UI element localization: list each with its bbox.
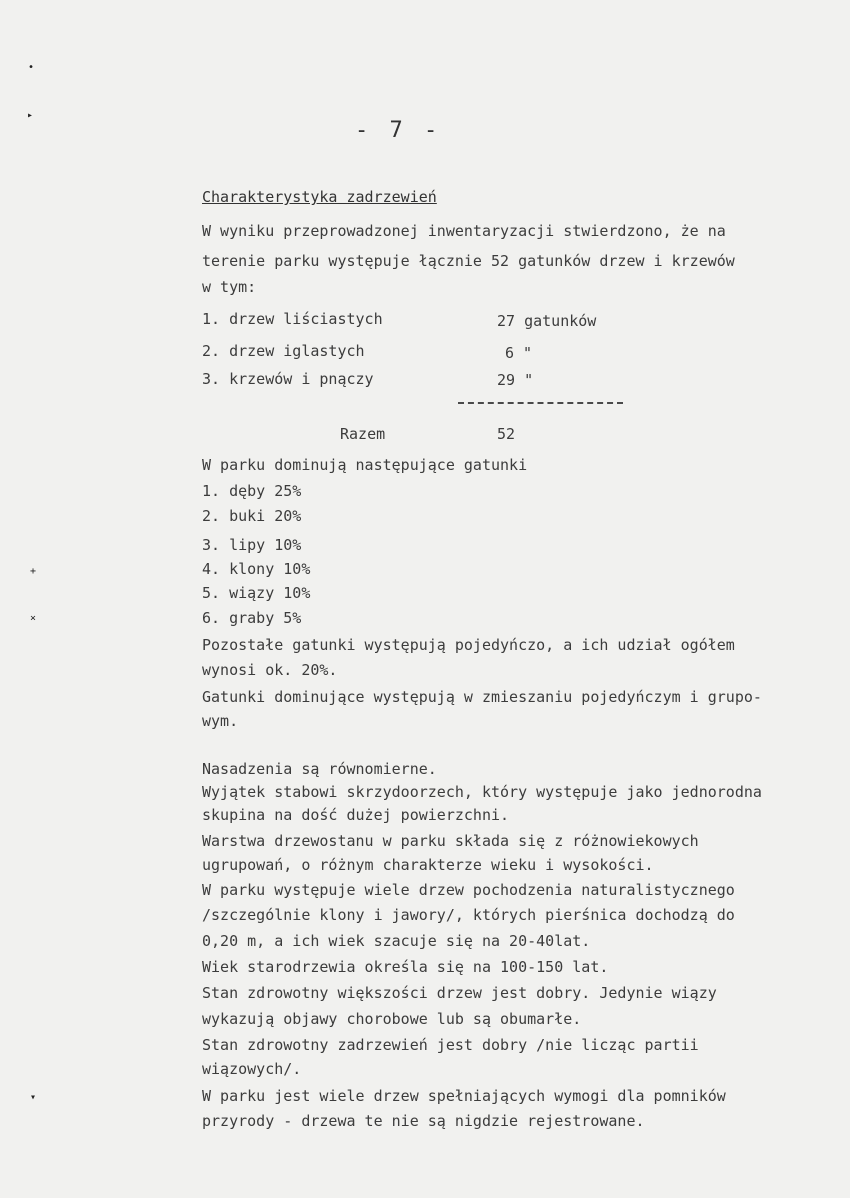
paragraph-line: Stan zdrowotny zadrzewień jest dobry /nie licząc partii (202, 1036, 699, 1054)
margin-mark: • (28, 62, 35, 73)
dominant-item: 2. buki 20% (202, 507, 302, 525)
section-title: Charakterystyka zadrzewień (202, 188, 437, 206)
paragraph-line: Wyjątek stabowi skrzydoorzech, który występuje jako jednorodna (202, 783, 762, 801)
paragraph-line: Gatunki dominujące występują w zmieszaniu pojedyńczym i grupo- (202, 688, 762, 706)
paragraph-line: wynosi ok. 20%. (202, 661, 338, 679)
margin-mark: + (30, 566, 37, 577)
dominant-intro: W parku dominują następujące gatunki (202, 456, 528, 474)
intro-line: W wyniku przeprowadzonej inwentaryzacji stwierdzono, że na (202, 222, 726, 240)
margin-mark: ▾ (30, 1092, 37, 1103)
breakdown-label: 1. drzew liściastych (202, 310, 383, 328)
breakdown-label: 3. krzewów i pnączy (202, 370, 374, 388)
paragraph-line: przyrody - drzewa te nie są nigdzie rejestrowane. (202, 1112, 645, 1130)
page-number: - 7 - (355, 118, 442, 143)
paragraph-line: Stan zdrowotny większości drzew jest dobry. Jedynie wiązy (202, 984, 717, 1002)
breakdown-value: 6 " (505, 344, 533, 362)
paragraph-line: Warstwa drzewostanu w parku składa się z różnowiekowych (202, 832, 699, 850)
paragraph-line: wym. (202, 712, 239, 730)
margin-mark: ▸ (27, 110, 34, 121)
dominant-item: 5. wiązy 10% (202, 584, 311, 602)
paragraph-line: ugrupowań, o różnym charakterze wieku i wysokości. (202, 856, 654, 874)
intro-line: terenie parku występuje łącznie 52 gatunków drzew i krzewów (202, 252, 735, 270)
dominant-item: 1. dęby 25% (202, 482, 302, 500)
dominant-item: 3. lipy 10% (202, 536, 302, 554)
paragraph-line: skupina na dość dużej powierzchni. (202, 806, 510, 824)
paragraph-line: wykazują objawy chorobowe lub są obumarłe. (202, 1010, 582, 1028)
paragraph-line: Wiek starodrzewia określa się na 100-150 lat. (202, 958, 609, 976)
paragraph-line: /szczególnie klony i jawory/, których pierśnica dochodzą do (202, 906, 735, 924)
dominant-item: 4. klony 10% (202, 560, 311, 578)
paragraph-line: wiązowych/. (202, 1060, 302, 1078)
paragraph-line: W parku występuje wiele drzew pochodzenia naturalistycznego (202, 881, 735, 899)
paragraph-line: Nasadzenia są równomierne. (202, 760, 437, 778)
breakdown-label: 2. drzew iglastych (202, 342, 365, 360)
paragraph-line: W parku jest wiele drzew spełniających wymogi dla pomników (202, 1087, 726, 1105)
intro-line: w tym: (202, 278, 257, 296)
sum-rule (458, 402, 623, 404)
dominant-item: 6. graby 5% (202, 609, 302, 627)
total-label: Razem (340, 425, 386, 443)
breakdown-value: 27 gatunków (497, 312, 597, 330)
breakdown-value: 29 " (497, 371, 534, 389)
paragraph-line: 0,20 m, a ich wiek szacuje się na 20-40lat. (202, 932, 591, 950)
total-value: 52 (497, 425, 516, 443)
paragraph-line: Pozostałe gatunki występują pojedyńczo, a ich udział ogółem (202, 636, 735, 654)
margin-mark: × (30, 613, 37, 624)
